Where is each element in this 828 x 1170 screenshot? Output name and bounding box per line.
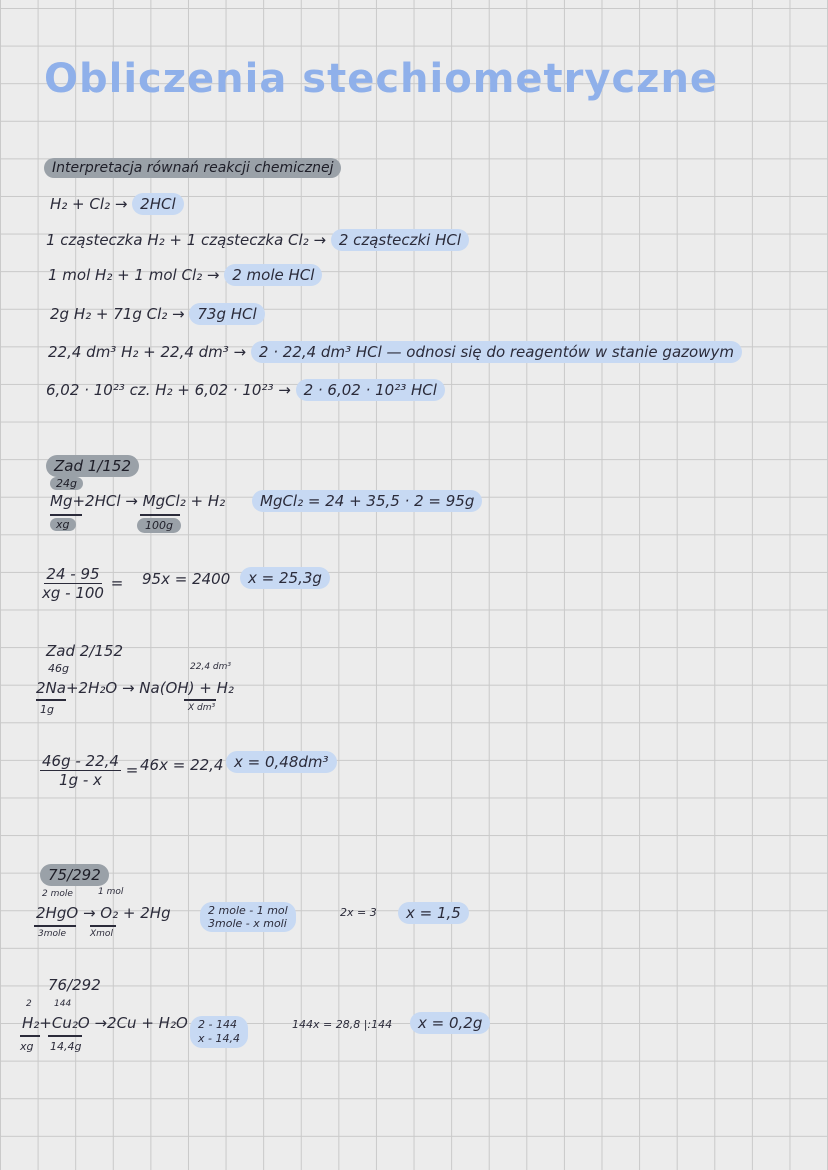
zad4-step: 144x = 28,8 |:144 [292, 1018, 393, 1031]
zad3-underline-o2 [90, 925, 116, 927]
zad4-cu2o: Cu₂O [51, 1014, 90, 1032]
zad1-fraction-den: xg - 100 [42, 584, 104, 602]
zad3-bot-hgo: 3mole [38, 929, 67, 939]
zad1-fraction [40, 565, 106, 602]
zad3-arrow: → [82, 904, 96, 922]
equation-2-left: 1 cząsteczka H₂ + 1 cząsteczka Cl₂ → [46, 231, 327, 249]
zad3-heading: 75/292 [40, 864, 109, 886]
equation-6-left: 6,02 · 10²³ cz. H₂ + 6,02 · 10²³ → [46, 381, 291, 399]
zad1-step: 95x = 2400 [142, 570, 231, 588]
zad2-top-na: 46g [48, 662, 69, 675]
zad3-step: 2x = 3 [340, 906, 377, 919]
zad2-h2: + H₂ [199, 679, 234, 697]
equation-3 [48, 266, 322, 284]
zad1-molar-mass: MgCl₂ = 24 + 35,5 · 2 = 95g [252, 490, 482, 512]
equation-5-right: 2 · 22,4 dm³ HCl — odnosi się do reagentów w stanie gazowym [251, 341, 742, 363]
section-heading-interpretation: Interpretacja równań reakcji chemicznej [44, 158, 341, 178]
zad1-fraction-num: 24 - 95 [46, 565, 100, 583]
equation-1 [50, 195, 184, 213]
zad4-prop-line1: 2 - 144 [198, 1018, 237, 1031]
zad3-top-o2: 1 mol [98, 887, 124, 897]
zad2-underline-h2 [184, 699, 216, 701]
equation-2 [46, 231, 469, 249]
zad3-proportion [200, 902, 296, 932]
zad2-equals: = [125, 761, 139, 779]
zad1-underline-mg [50, 514, 82, 516]
equation-1-right: 2HCl [132, 193, 183, 215]
zad3-prop-line2: 3mole - x moli [208, 917, 287, 930]
zad2-na: 2Na [36, 679, 66, 697]
zad1-proportion [40, 565, 123, 602]
equation-4-right: 73g HCl [189, 303, 264, 325]
zad2-proportion [40, 752, 138, 789]
equation-3-left: 1 mol H₂ + 1 mol Cl₂ → [48, 266, 220, 284]
zad3-prop-line1: 2 mole - 1 mol [208, 904, 288, 917]
zad1-100g: 100g [137, 518, 181, 533]
zad4-plus: + [39, 1014, 52, 1032]
zad2-fraction [40, 752, 121, 789]
zad1-mg: Mg [50, 492, 73, 510]
zad4-top-h2: 2 [26, 999, 32, 1009]
zad2-reaction [36, 679, 234, 697]
zad1-underline-mgcl2 [140, 514, 180, 516]
zad1-heading: Zad 1/152 [46, 455, 139, 477]
zad2-underline-na [36, 699, 66, 701]
equation-5 [48, 343, 742, 361]
zad1-answer: x = 25,3g [240, 567, 330, 589]
zad1-mgcl2: MgCl₂ [142, 492, 186, 510]
zad2-mid: +2H₂O → Na(OH) [65, 679, 195, 697]
zad3-hgo: 2HgO [36, 904, 79, 922]
zad4-rest: →2Cu + H₂O [94, 1014, 188, 1032]
zad2-step: 46x = 22,4 [140, 756, 224, 774]
page-title: Obliczenia stechiometryczne [44, 56, 719, 102]
zad1-equals: = [110, 574, 124, 592]
equation-6 [46, 381, 445, 399]
zad4-h2: H₂ [22, 1014, 40, 1032]
zad4-prop-line2: x - 14,4 [198, 1032, 240, 1045]
zad3-rest: + 2Hg [122, 904, 171, 922]
zad1-rest: +2HCl → [72, 492, 138, 510]
zad4-top-cu2o: 144 [54, 999, 72, 1009]
zad4-underline-h2 [20, 1035, 40, 1037]
zad2-fraction-den: 1g - x [59, 771, 102, 789]
equation-5-left: 22,4 dm³ H₂ + 22,4 dm³ → [48, 343, 247, 361]
zad3-reaction [36, 904, 171, 922]
zad1-xg: xg [50, 518, 76, 531]
equation-4 [50, 305, 265, 323]
zad3-o2: O₂ [100, 904, 119, 922]
zad1-mass-top: 24g [50, 477, 83, 490]
equation-4-left: 2g H₂ + 71g Cl₂ → [50, 305, 185, 323]
zad4-bot-h2: xg [20, 1040, 34, 1053]
zad4-answer: x = 0,2g [410, 1012, 490, 1034]
zad2-fraction-num: 46g - 22,4 [42, 752, 119, 770]
zad4-underline-cu2o [48, 1035, 82, 1037]
zad2-bot-na: 1g [40, 703, 54, 716]
zad4-bot-cu2o: 14,4g [50, 1040, 82, 1053]
zad2-answer: x = 0,48dm³ [226, 751, 337, 773]
equation-2-right: 2 cząsteczki HCl [331, 229, 469, 251]
zad2-top-h2: 22,4 dm³ [190, 662, 231, 672]
equation-3-right: 2 mole HCl [224, 264, 322, 286]
zad2-heading: Zad 2/152 [46, 642, 123, 660]
equation-1-left: H₂ + Cl₂ → [50, 195, 128, 213]
equation-6-right: 2 · 6,02 · 10²³ HCl [296, 379, 445, 401]
zad3-bot-o2: Xmol [90, 929, 113, 939]
zad2-bot-h2: X dm³ [188, 703, 216, 713]
zad4-proportion [190, 1016, 248, 1048]
zad1-plus-h2: + H₂ [190, 492, 226, 510]
zad3-top-hgo: 2 mole [42, 889, 73, 899]
zad4-heading: 76/292 [48, 976, 101, 994]
zad3-underline-hgo [34, 925, 76, 927]
zad3-answer: x = 1,5 [398, 902, 469, 924]
zad4-reaction [22, 1014, 188, 1032]
zad1-reaction [50, 492, 225, 510]
